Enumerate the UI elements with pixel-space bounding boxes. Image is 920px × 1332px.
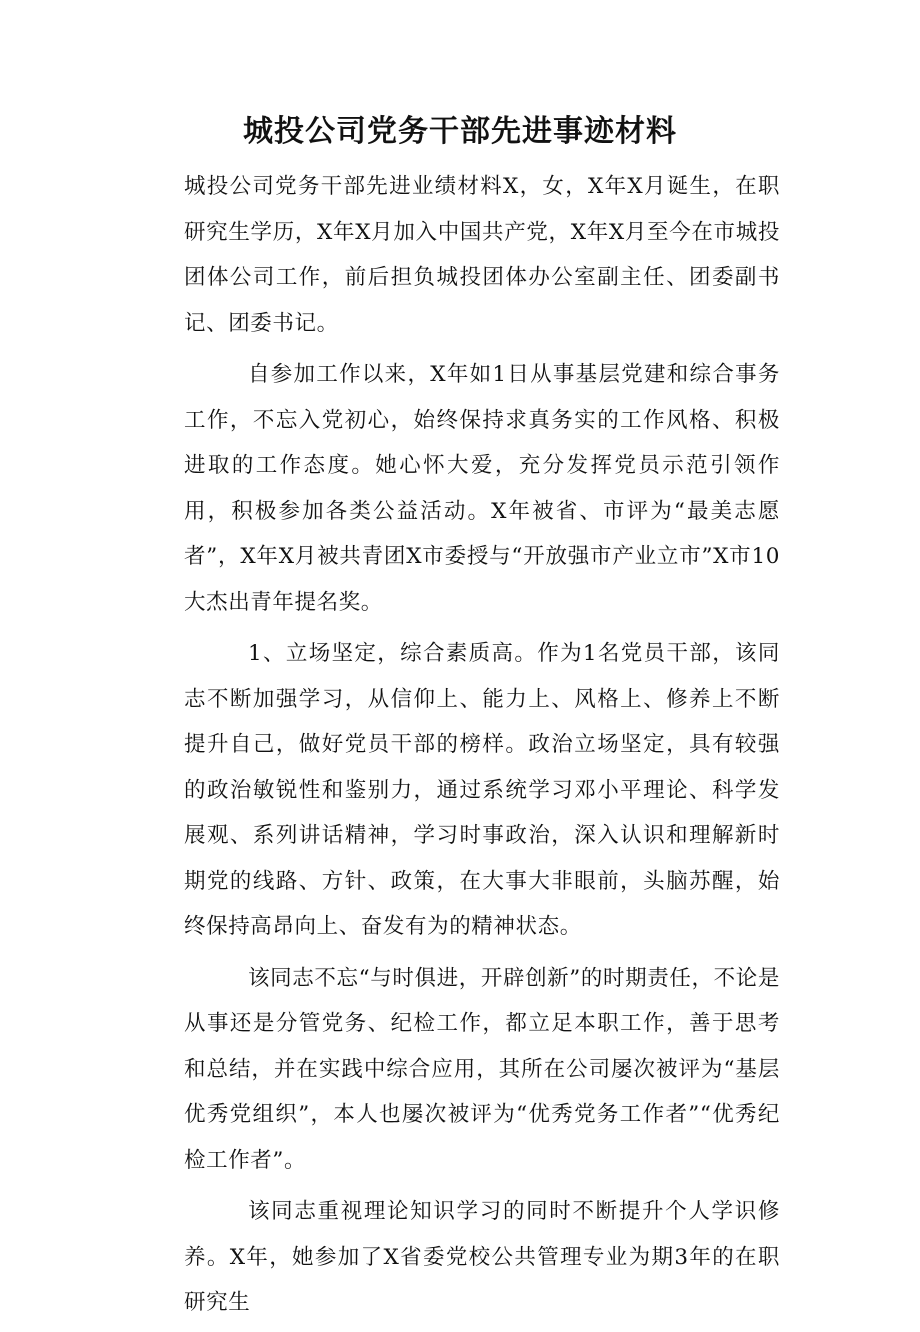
paragraph-intro: 城投公司党务干部先进业绩材料X，女，X年X月诞生，在职研究生学历，X年X月加入中国共产党，X年X月至今在市城投团体公司工作，前后担负城投团体办公室副主任、团委副书记、团委书记。 bbox=[184, 174, 780, 336]
paragraph-work-history: 自参加工作以来，X年如1日从事基层党建和综合事务工作，不忘入党初心，始终保持求真务实的工作风格、积极进取的工作态度。她心怀大爱，充分发挥党员示范引领作用，积极参加各类公益活动。X年被省、市评为“最美志愿者”，X年X月被共青团X市委授与“开放强市产业立市”X市10大杰出青年提名奖。 bbox=[184, 362, 780, 615]
document-body bbox=[184, 164, 780, 1332]
document-title: 城投公司党务干部先进事迹材料 bbox=[243, 114, 677, 149]
paragraph-political-stance: 1、立场坚定，综合素质高。作为1名党员干部，该同志不断加强学习，从信仰上、能力上、风格上、修养上不断提升自己，做好党员干部的榜样。政治立场坚定，具有较强的政治敏锐性和鉴别力，通过系统学习邓小平理论、科学发展观、系列讲话精神，学习时事政治，深入认识和理解新时期党的线路、方针、政策，在大事大非眼前，头脑苏醒，始终保持高昂向上、奋发有为的精神状态。 bbox=[184, 641, 780, 939]
paragraph-innovation: 该同志不忘“与时俱进，开辟创新”的时期责任，不论是从事还是分管党务、纪检工作，都立足本职工作，善于思考和总结，并在实践中综合应用，其所在公司屡次被评为“基层优秀党组织”，本人也屡次被评为“优秀党务工作者”“优秀纪检工作者”。 bbox=[184, 965, 780, 1173]
paragraph-study: 该同志重视理论知识学习的同时不断提升个人学识修养。X年，她参加了X省委党校公共管理专业为期3年的在职研究生 bbox=[184, 1199, 780, 1315]
